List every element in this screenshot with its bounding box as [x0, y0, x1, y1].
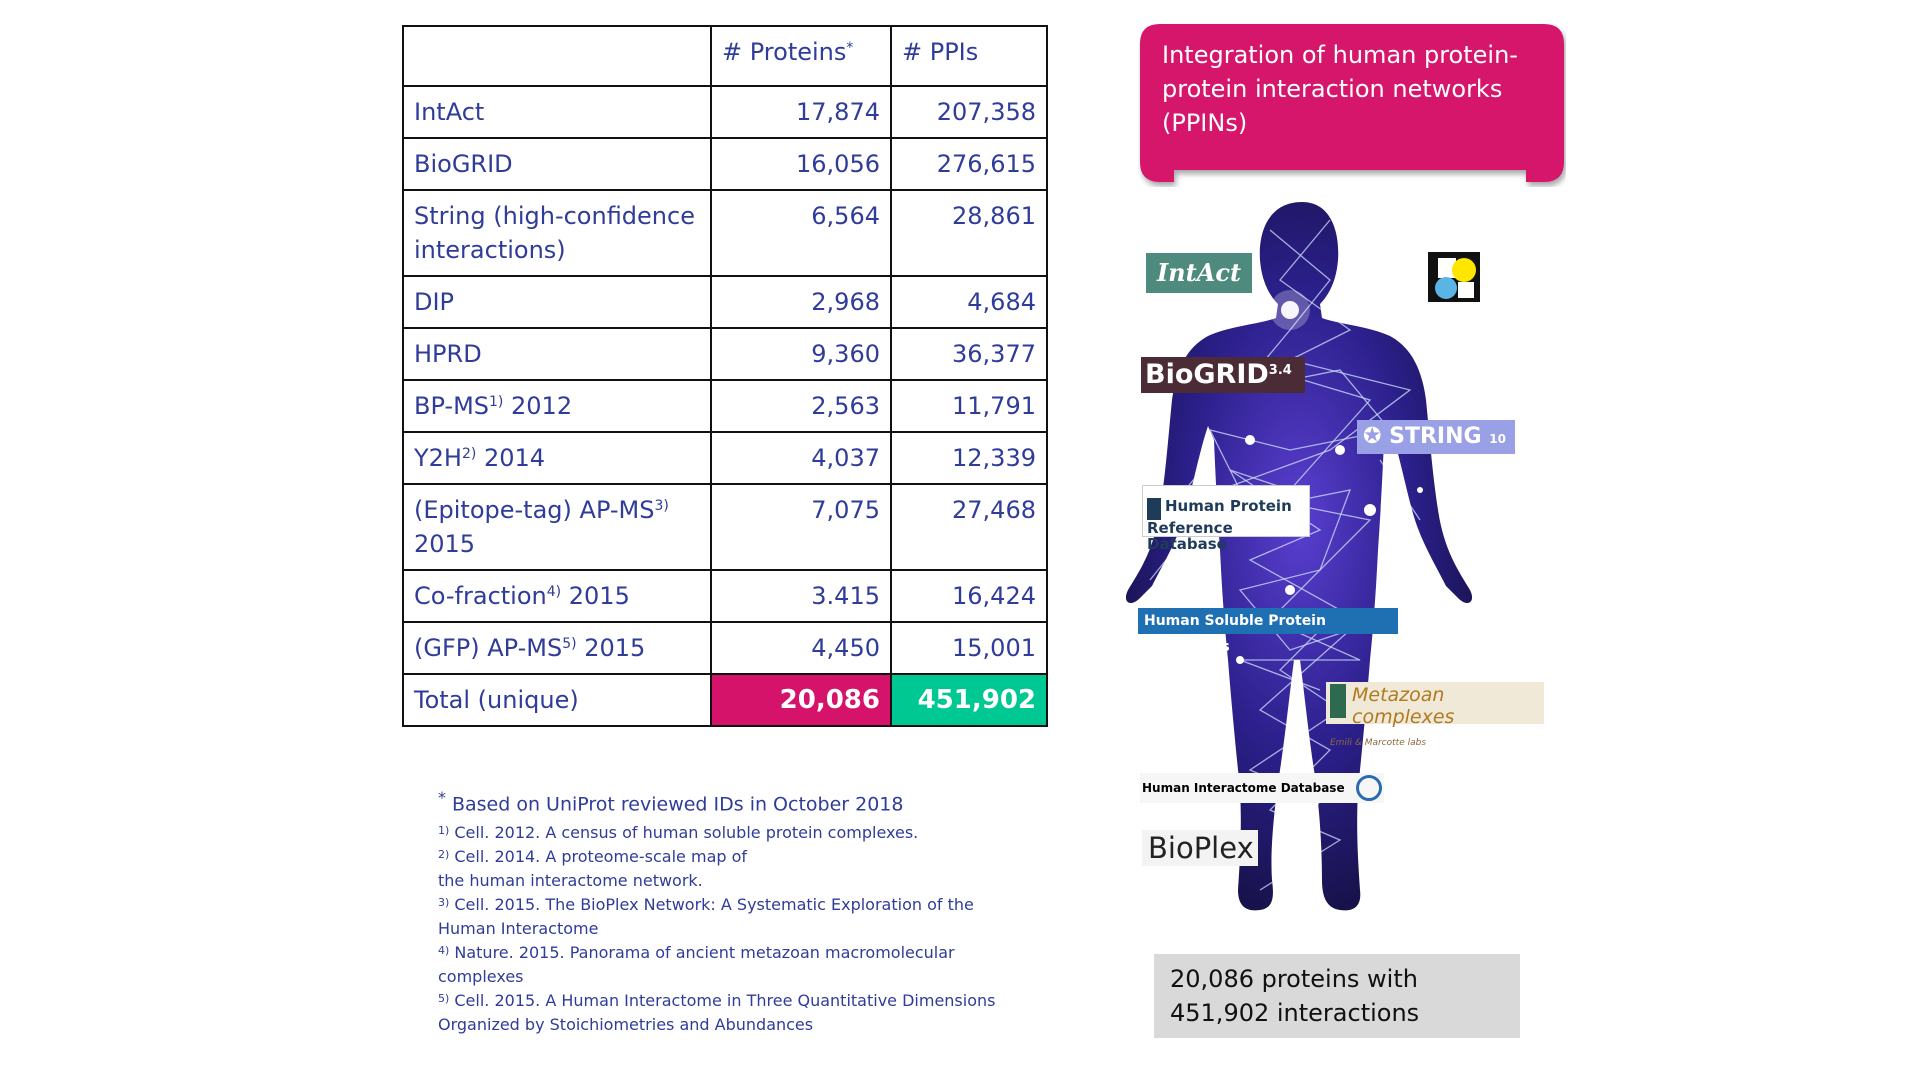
row-ppis: 15,001	[891, 622, 1047, 674]
row-ppis: 28,861	[891, 190, 1047, 276]
row-proteins: 4,450	[711, 622, 891, 674]
intact-logo: IntAct	[1146, 253, 1252, 293]
table-row	[403, 190, 1047, 276]
row-ppis: 276,615	[891, 138, 1047, 190]
total-proteins: 20,086	[711, 674, 891, 726]
row-proteins: 4,037	[711, 432, 891, 484]
row-name: (Epitope-tag) AP-MS$^{3)}$ 2015	[403, 484, 711, 570]
row-ppis: 12,339	[891, 432, 1047, 484]
table-row	[403, 622, 1047, 674]
header-proteins: # Proteins*	[711, 26, 891, 86]
footnote-main: * Based on UniProt reviewed IDs in October 2018	[438, 788, 904, 816]
row-proteins: 17,874	[711, 86, 891, 138]
footnote-ref-2: $^{2)}$ Cell. 2014. A proteome-scale map of the human interactome network.	[438, 847, 748, 891]
footnote-ref-4: $^{4)}$ Nature. 2015. Panorama of ancient metazoan macromolecular complexes	[438, 943, 955, 987]
table-row	[403, 86, 1047, 138]
biogrid-logo: BioGRID$^{3.4}$	[1141, 357, 1305, 393]
row-ppis: 207,358	[891, 86, 1047, 138]
table-total-row	[403, 674, 1047, 726]
summary-box: 20,086 proteins with 451,902 interactions	[1154, 954, 1520, 1038]
metazoan-crest-icon	[1330, 684, 1346, 718]
hspc-logo: Human Soluble Protein Complexes	[1138, 608, 1398, 634]
row-proteins: 3.415	[711, 570, 891, 622]
footnote-ref-1: $^{1)}$ Cell. 2012. A census of human soluble protein complexes.	[438, 823, 919, 843]
row-proteins: 7,075	[711, 484, 891, 570]
row-ppis: 4,684	[891, 276, 1047, 328]
ppi-database-table	[402, 25, 1048, 727]
table-header-row	[403, 26, 1047, 86]
row-name: BioGRID	[403, 138, 711, 190]
dip-logo-icon	[1426, 250, 1482, 304]
table-row	[403, 432, 1047, 484]
row-ppis: 27,468	[891, 484, 1047, 570]
row-proteins: 2,563	[711, 380, 891, 432]
row-name: BP-MS$^{1)}$ 2012	[403, 380, 711, 432]
string-logo: ✪ STRING 10	[1357, 420, 1515, 454]
total-ppis: 451,902	[891, 674, 1047, 726]
hid-logo: Human Interactome Database	[1140, 773, 1384, 803]
row-ppis: 11,791	[891, 380, 1047, 432]
header-empty-cell	[403, 26, 711, 86]
header-ppis: # PPIs	[891, 26, 1047, 86]
footnote-ref-5: $^{5)}$ Cell. 2015. A Human Interactome in Three Quantitative Dimensions Organized by Stoichiometries and Abundances	[438, 991, 996, 1035]
row-name: (GFP) AP-MS$^{5)}$ 2015	[403, 622, 711, 674]
table-row	[403, 138, 1047, 190]
table-row	[403, 570, 1047, 622]
table-row	[403, 328, 1047, 380]
callout-text: Integration of human protein-protein interaction networks (PPINs)	[1162, 41, 1518, 137]
row-proteins: 9,360	[711, 328, 891, 380]
metazoan-logo: Metazoan complexes Emili & Marcotte labs	[1326, 682, 1544, 724]
row-ppis: 36,377	[891, 328, 1047, 380]
table-row	[403, 276, 1047, 328]
row-name: Co-fraction$^{4)}$ 2015	[403, 570, 711, 622]
table-row	[403, 380, 1047, 432]
hid-cell-icon	[1356, 775, 1382, 801]
footnotes	[438, 788, 1038, 1037]
bioplex-logo: BioPlex	[1142, 830, 1258, 866]
hprd-logo: Human Protein Reference Database	[1142, 485, 1310, 537]
row-name: $Y2H^{2)}$ 2014	[403, 432, 711, 484]
row-proteins: 2,968	[711, 276, 891, 328]
row-proteins: 16,056	[711, 138, 891, 190]
row-ppis: 16,424	[891, 570, 1047, 622]
hprd-figure-icon	[1147, 498, 1161, 520]
row-name: DIP	[403, 276, 711, 328]
row-proteins: 6,564	[711, 190, 891, 276]
row-name: String (high-confidence interactions)	[403, 190, 711, 276]
string-star-icon: ✪	[1363, 424, 1382, 449]
total-label: Total (unique)	[403, 674, 711, 726]
table-row	[403, 484, 1047, 570]
footnote-ref-3: $^{3)}$ Cell. 2015. The BioPlex Network: A Systematic Exploration of the Human Interactome	[438, 895, 974, 939]
row-name: HPRD	[403, 328, 711, 380]
row-name: IntAct	[403, 86, 711, 138]
